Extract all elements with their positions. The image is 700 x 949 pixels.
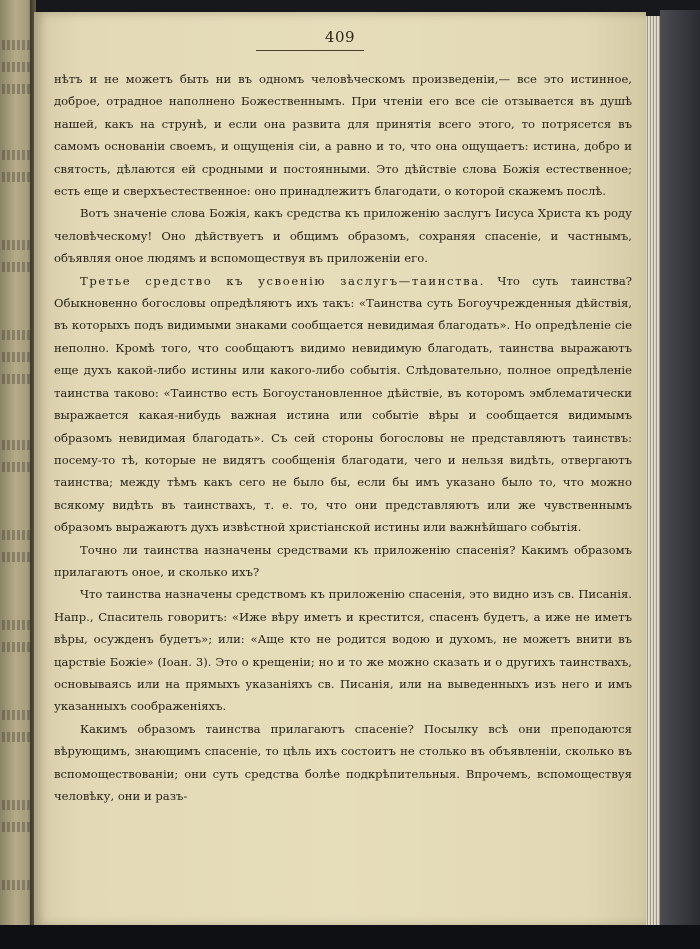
previous-page-edge xyxy=(0,0,34,949)
paragraph xyxy=(54,202,632,269)
paragraph-text: Что суть таинства? Обыкновенно богословы опредѣляютъ ихъ такъ: «Таинства суть Богоучрежденныя дѣйствiя, въ которыхъ подъ видимыми знаками сообщается невидимая благодать». Но опредѣленiе сiе неполно. Кромѣ того, что сообщаютъ видимо невидимую благодать, таинства выражаютъ еще духъ какой-либо истины или какого-либо событiя. Слѣдовательно, полное опредѣленiе таинства таково: «Таинство есть Богоустановленное дѣйствiе, въ которомъ эмблематически выражается какая-нибудь важная истина или событiе вѣры и сообщается видимымъ образомъ невидимая благодать». Съ сей стороны богословы не представляютъ таинствъ: посему-то тѣ, которые не видятъ сообщенiя благодати, чего и нельзя видѣть, отвергаютъ таинства; между тѣмъ какъ сего не было бы, если бы имъ указано было то, что можно всякому видѣть въ таинствахъ, т. е. то, что они представляютъ или же чувственнымъ образомъ выражаютъ духъ извѣстной христiанской истины или важнѣйшаго событiя. xyxy=(54,273,632,535)
page-number-rule xyxy=(256,50,364,51)
paragraph-text: Какимъ образомъ таинства прилагаютъ спасенiе? Посылку всѣ они преподаются вѣрующимъ, знающимъ спасенiе, то цѣль ихъ состоитъ не столько въ объявленiи, сколько въ вспомоществованiи; они суть средства болѣе подкрѣпительныя. Впрочемъ, вспомоществуя человѣку, они и разъ- xyxy=(54,721,632,803)
paragraph-text: Что таинства назначены средствомъ къ приложенiю спасенiя, это видно изъ св. Писанiя. Напр., Спаситель говоритъ: «Иже вѣру иметъ и крестится, спасенъ будетъ, а иже не иметъ вѣры, осужденъ будетъ»; или: «Аще кто не родится водою и духомъ, не можетъ внити въ царствiе Божiе» (Iоан. 3). Это о крещенiи; но и то же можно сказать и о другихъ таинствахъ, основываясь или на прямыхъ указанiяхъ св. Писанiя, или на выведенныхъ изъ него и имъ указанныхъ соображенiяхъ. xyxy=(54,587,632,714)
paragraph xyxy=(54,718,632,808)
book-cover-bottom xyxy=(0,925,700,949)
section-lead: Третье средство къ усвоенiю заслугъ—таинства. xyxy=(80,273,486,288)
book-cover-edge xyxy=(660,10,700,940)
paragraph-text: Точно ли таинства назначены средствами къ приложенiю спасенiя? Какимъ образомъ прилагаютъ оное, и сколько ихъ? xyxy=(54,542,632,579)
paragraph-text: Вотъ значенiе слова Божiя, какъ средства къ приложенiю заслугъ Iисуса Христа къ роду человѣческому! Оно дѣйствуетъ и общимъ образомъ, сохраняя спасенiе, и частнымъ, объявляя оное людямъ и вспомоществуя въ приложенiи его. xyxy=(54,206,632,266)
paragraph xyxy=(54,539,632,584)
page-text xyxy=(54,68,632,807)
book-page xyxy=(34,12,646,926)
paragraph-text: нѣтъ и не можетъ быть ни въ одномъ человѣческомъ произведенiи,— все это истинное, доброе, отрадное наполнено Божественнымъ. При чтенiи его все сiе отзывается въ душѣ нашей, какъ на струнѣ, и если она развита для принятiя всего этого, то потрясется въ самомъ основанiи своемъ, и ощущенiя сiи, а равно и то, что она ощущаетъ: истина, добро и святость, дѣлаются ей сродными и постоянными. Это дѣйствiе слова Божiя естественное; есть еще и сверхъестественное: оно принадлежитъ благодати, о которой скажемъ послѣ. xyxy=(54,72,632,199)
paragraph xyxy=(54,270,632,539)
paragraph xyxy=(54,68,632,202)
paragraph xyxy=(54,583,632,717)
page-number: 409 xyxy=(324,28,356,46)
